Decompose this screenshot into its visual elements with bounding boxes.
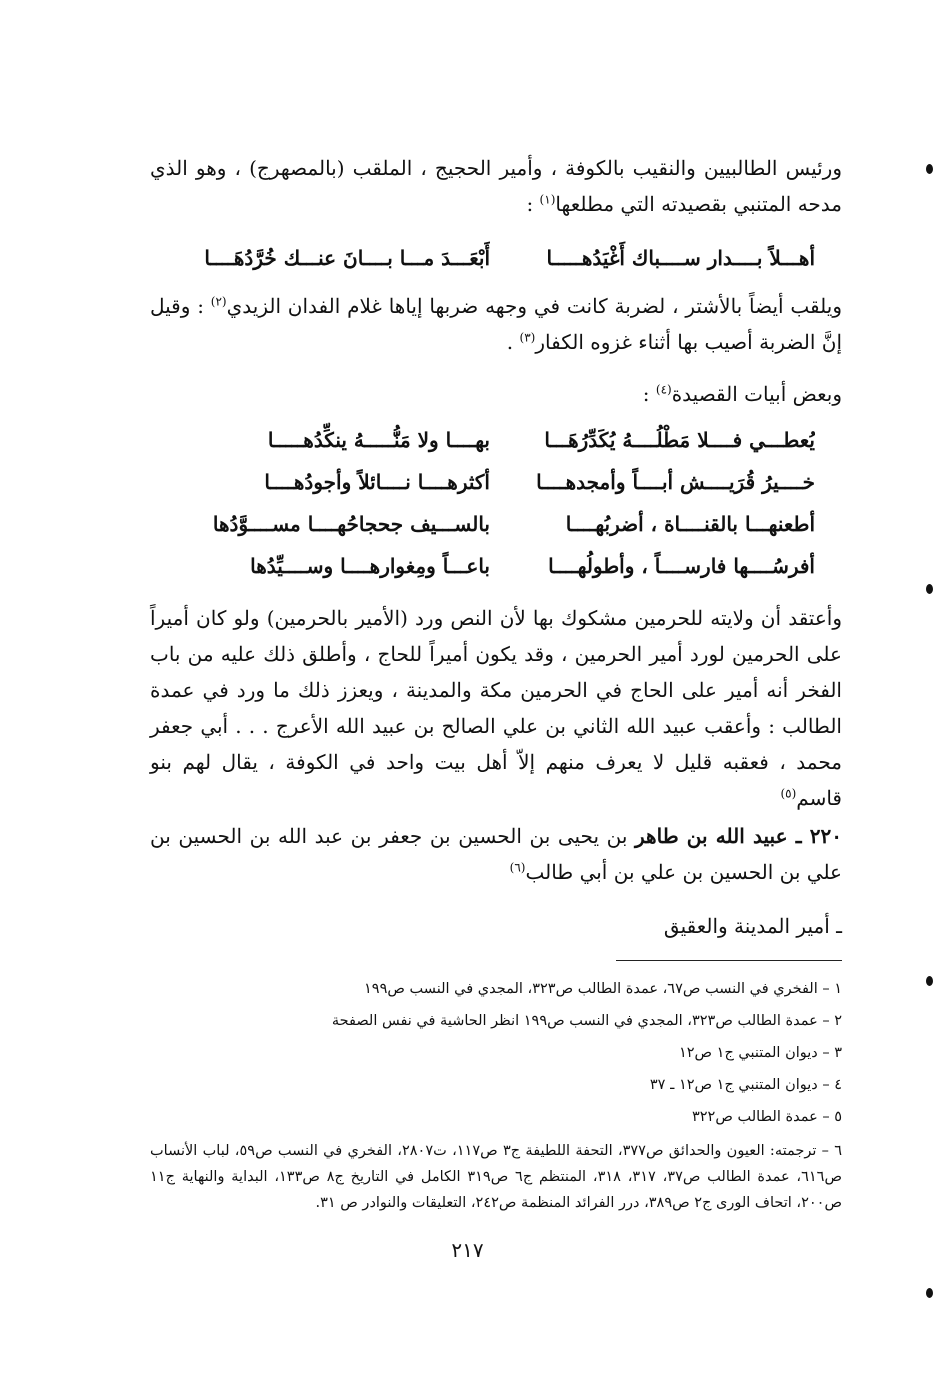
biography-entry: [150, 818, 842, 890]
footnote-ref-2[interactable]: (٢): [210, 294, 227, 309]
footnote-4: ٤ – ديوان المتنبي ج١ ص١٢ ـ ٣٧: [649, 1077, 842, 1093]
verse-first-hemistich: أطعنهـــا بالقنــــاة ، أضربُهــــا: [565, 512, 815, 536]
nickname-text-mid: : وقيل إنَّ الضربة أصيب بها أثناء غزوه الكفار: [150, 294, 842, 354]
poem-verse: [190, 504, 815, 544]
entry-lineage: بن يحيى بن الحسين بن جعفر بن عبد الله بن الحسين بن علي بن الحسين بن علي بن أبي طالب: [150, 824, 842, 884]
scan-edge-mark: [926, 976, 933, 986]
entry-heading: ٢٢٠ ـ عبيد الله بن طاهر: [635, 824, 842, 848]
scan-edge-mark: [926, 164, 933, 174]
verse-first-hemistich: خــــيرُ قُرَيــــش أبــــاً وأمجدهــــا: [536, 470, 815, 494]
footnote-ref-1[interactable]: (١): [539, 192, 556, 207]
intro-paragraph: [150, 150, 842, 222]
page-number: ٢١٧: [451, 1238, 484, 1262]
verse-first-hemistich: أفرسُــــها فارســــاً ، وأطولُهــــا: [548, 554, 815, 578]
discussion-paragraph: [150, 600, 842, 816]
intro-text-end: :: [526, 192, 540, 216]
nickname-text: ويلقب أيضاً بالأشتر ، لضربة كانت في وجهه ضربها إياها غلام الفدان الزيدي: [226, 294, 842, 318]
verse-second-hemistich: أكثرهــــا نــــائلاً وأجودُهــــا: [264, 470, 490, 494]
verse-second-hemistich: بالســـيف جحجاحُهــــا مســــوَّدُها: [212, 512, 490, 536]
poem-intro-paragraph: [150, 376, 842, 412]
scan-edge-mark: [926, 584, 933, 594]
footnote-3: ٣ – ديوان المتنبي ج١ ص١٢: [678, 1045, 842, 1061]
verse-second-hemistich: أَبْعَـــدَ مـــا بــــانَ عنـــك خُرَّدُهَــــا: [204, 246, 490, 270]
footnote-ref-6[interactable]: (٦): [509, 860, 526, 875]
footnote-6: ٦ – ترجمته: العيون والحدائق ص٣٧٧، التحفة اللطيفة ج٣ ص١١٧، ت٢٨٠٧، الفخري في النسب ص٥٩، لباب الأنساب ص٦١٦، عمدة الطالب ص٣٧، ٣١٧، ٣١٨، المنتظم ج٦ ص٣١٩ الكامل في التاريخ ج٨ ص١٣٣، البداية والنهاية ج١١ ص٢٠٠، اتحاف الورى ج٢ ص٣٨٩، درر الفرائد المنظمة ص٢٤٢، التعليقات والنوادر ص ٣١.: [150, 1143, 843, 1211]
verse-second-hemistich: بهــــا ولا مَنُّـــــهُ ينكِّدُهـــــا: [267, 428, 490, 452]
verse-first-hemistich: يُعطـــي فــــلا مَطْلُــــهُ يُكَدِّرُهَـــا: [544, 428, 815, 452]
nickname-text-end: .: [506, 330, 520, 354]
entry-role: [150, 908, 842, 944]
poem-verse: [190, 462, 815, 502]
poem-verse: [190, 238, 815, 278]
footnote-separator: [616, 960, 842, 961]
poem-intro-end: :: [642, 382, 656, 406]
footnote-5: ٥ – عمدة الطالب ص٣٢٢: [691, 1109, 842, 1125]
verse-second-hemistich: باعـــاً ومِغوارهــــا وســــيِّدُها: [250, 554, 490, 578]
poem-verse: [190, 420, 815, 460]
scan-edge-mark: [926, 1288, 933, 1298]
discussion-text: وأعتقد أن ولايته للحرمين مشكوك بها لأن النص ورد (الأمير بالحرمين) ولو كان أميراً على الحرمين لورد أمير الحرمين ، وقد يكون أميراً للحاج ، وأطلق ذلك عليه من باب الفخر أنه أمير على الحاج في الحرمين مكة والمدينة ، ويعزز ذلك ما ورد في عمدة الطالب : وأعقب عبيد الله الثاني بن علي الصالح بن عبيد الله الأعرج . . . أبي جعفر محمد ، فعقبه قليل لا يعرف منهم إلاّ أهل بيت واحد في الكوفة ، يقال لهم بنو قاسم: [150, 606, 842, 810]
entry-role-text: ـ أمير المدينة والعقيق: [663, 914, 842, 938]
verse-first-hemistich: أهـــلاً بــــدار ســــباك أَغْيَدُهـــــا: [546, 246, 815, 270]
nickname-paragraph: [150, 288, 842, 360]
footnote-ref-3[interactable]: (٣): [519, 330, 536, 345]
intro-text: ورئيس الطالبيين والنقيب بالكوفة ، وأمير الحجيج ، الملقب (بالمصهرج) ، وهو الذي مدحه المتنبي بقصيدته التي مطلعها: [150, 156, 842, 216]
footnote-ref-4[interactable]: (٤): [655, 382, 672, 397]
poem-intro-text: وبعض أبيات القصيدة: [671, 382, 842, 406]
poem-verse: [190, 546, 815, 586]
footnote-1: ١ – الفخري في النسب ص٦٧، عمدة الطالب ص٣٢٣، المجدي في النسب ص١٩٩: [364, 981, 842, 997]
footnote-2: ٢ – عمدة الطالب ص٣٢٣، المجدي في النسب ص١٩٩ انظر الحاشية في نفس الصفحة: [331, 1013, 842, 1029]
footnote-ref-5[interactable]: (٥): [780, 786, 797, 801]
